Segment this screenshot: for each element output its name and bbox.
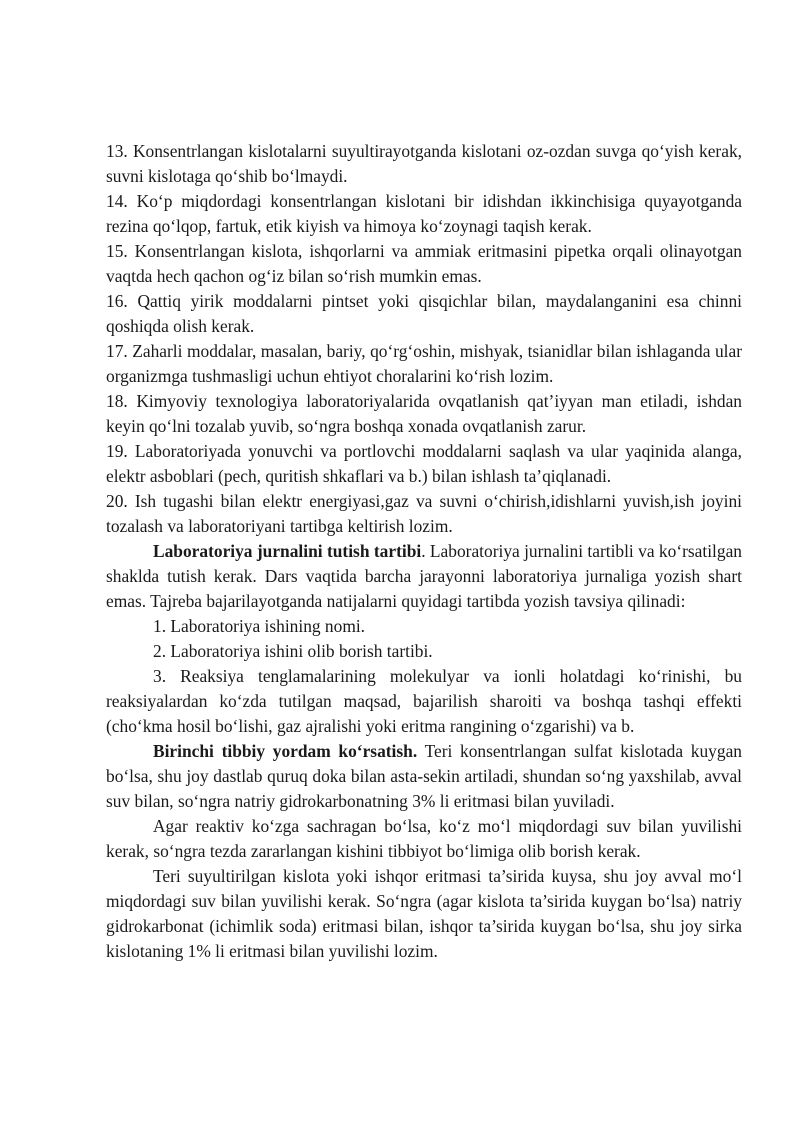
first-aid-skin-paragraph: Teri suyultirilgan kislota yoki ishqor eritmasi ta’sirida kuysa, shu joy avval mo‘l miqdordagi suv bilan yuvilishi kerak. So‘ngra (agar kislota ta’sirida kuygan bo‘lsa) natriy gidrokarbonat (ichimlik soda) eritmasi bilan, ishqor ta’sirida kuygan bo‘lsa, shu joy sirka kislotaning 1% li eritmasi bilan yuvilishi lozim. [106, 866, 742, 961]
rule-19: 19. Laboratoriyada yonuvchi va portlovchi moddalarni saqlash va ular yaqinida alanga, elektr asboblari (pech, quritish shkaflari va b.) bilan ishlash ta’qiqlanadi. [106, 441, 742, 486]
first-aid-eyes-paragraph: Agar reaktiv ko‘zga sachragan bo‘lsa, ko‘z mo‘l miqdordagi suv bilan yuvilishi kerak, so‘ngra tezda zararlangan kishini tibbiyot bo‘limiga olib borish kerak. [106, 816, 742, 861]
first-aid-text: Teri konsentrlangan sulfat kislotada kuygan bo‘lsa, shu joy dastlab quruq doka bilan asta-sekin artiladi, shundan so‘ng yaxshilab, avval suv bilan, so‘ngra natriy gidrokarbonatning 3% li eritmasi bilan yuviladi. [106, 741, 742, 811]
journal-heading: Laboratoriya jurnalini tutish tartibi [153, 541, 422, 561]
journal-item-1: 1. Laboratoriya ishining nomi. [153, 616, 366, 636]
journal-item-3: 3. Reaksiya tenglamalarining molekulyar va ionli holatdagi ko‘rinishi, bu reaksiyalardan ko‘zda tutilgan maqsad, bajarilish sharoiti va boshqa tashqi effekti (cho‘kma hosil bo‘lishi, gaz ajralishi yoki eritma rangining o‘zgarishi) va b. [106, 666, 742, 736]
rule-20: 20. Ish tugashi bilan elektr energiyasi,gaz va suvni o‘chirish,idishlarni yuvish,ish joyini tozalash va laboratoriyani tartibga keltirish lozim. [106, 491, 742, 536]
first-aid-paragraph [106, 739, 742, 814]
journal-item-2: 2. Laboratoriya ishini olib borish tartibi. [153, 641, 433, 661]
rule-18: 18. Kimyoviy texnologiya laboratoriyalarida ovqatlanish qat’iyyan man etiladi, ishdan keyin qo‘lni tozalab yuvib, so‘ngra boshqa xonada ovqatlanish zarur. [106, 391, 742, 436]
journal-paragraph [106, 539, 742, 614]
rule-13: 13. Konsentrlangan kislotalarni suyultirayotganda kislotani oz-ozdan suvga qo‘yish kerak, suvni kislotaga qo‘shib bo‘lmaydi. [106, 141, 742, 186]
first-aid-heading: Birinchi tibbiy yordam ko‘rsatish. [153, 741, 418, 761]
rule-16: 16. Qattiq yirik moddalarni pintset yoki qisqichlar bilan, maydalanganini esa chinni qoshiqda olish kerak. [106, 291, 742, 336]
journal-text: . Laboratoriya jurnalini tartibli va ko‘rsatilgan shaklda tutish kerak. Dars vaqtida barcha jarayonni laboratoriya jurnaliga yozish shart emas. Tajreba bajarilayotganda natijalarni quyidagi tartibda yozish tavsiya qilinadi: [106, 541, 742, 611]
rule-17: 17. Zaharli moddalar, masalan, bariy, qo‘rg‘oshin, mishyak, tsianidlar bilan ishlaganda ular organizmga tushmasligi uchun ehtiyot choralarini ko‘rish lozim. [106, 341, 742, 386]
rule-14: 14. Ko‘p miqdordagi konsentrlangan kislotani bir idishdan ikkinchisiga quyayotganda rezina qo‘lqop, fartuk, etik kiyish va himoya ko‘zoynagi taqish kerak. [106, 191, 742, 236]
rule-15: 15. Konsentrlangan kislota, ishqorlarni va ammiak eritmasini pipetka orqali olinayotgan vaqtda hech qachon og‘iz bilan so‘rish mumkin emas. [106, 241, 742, 286]
